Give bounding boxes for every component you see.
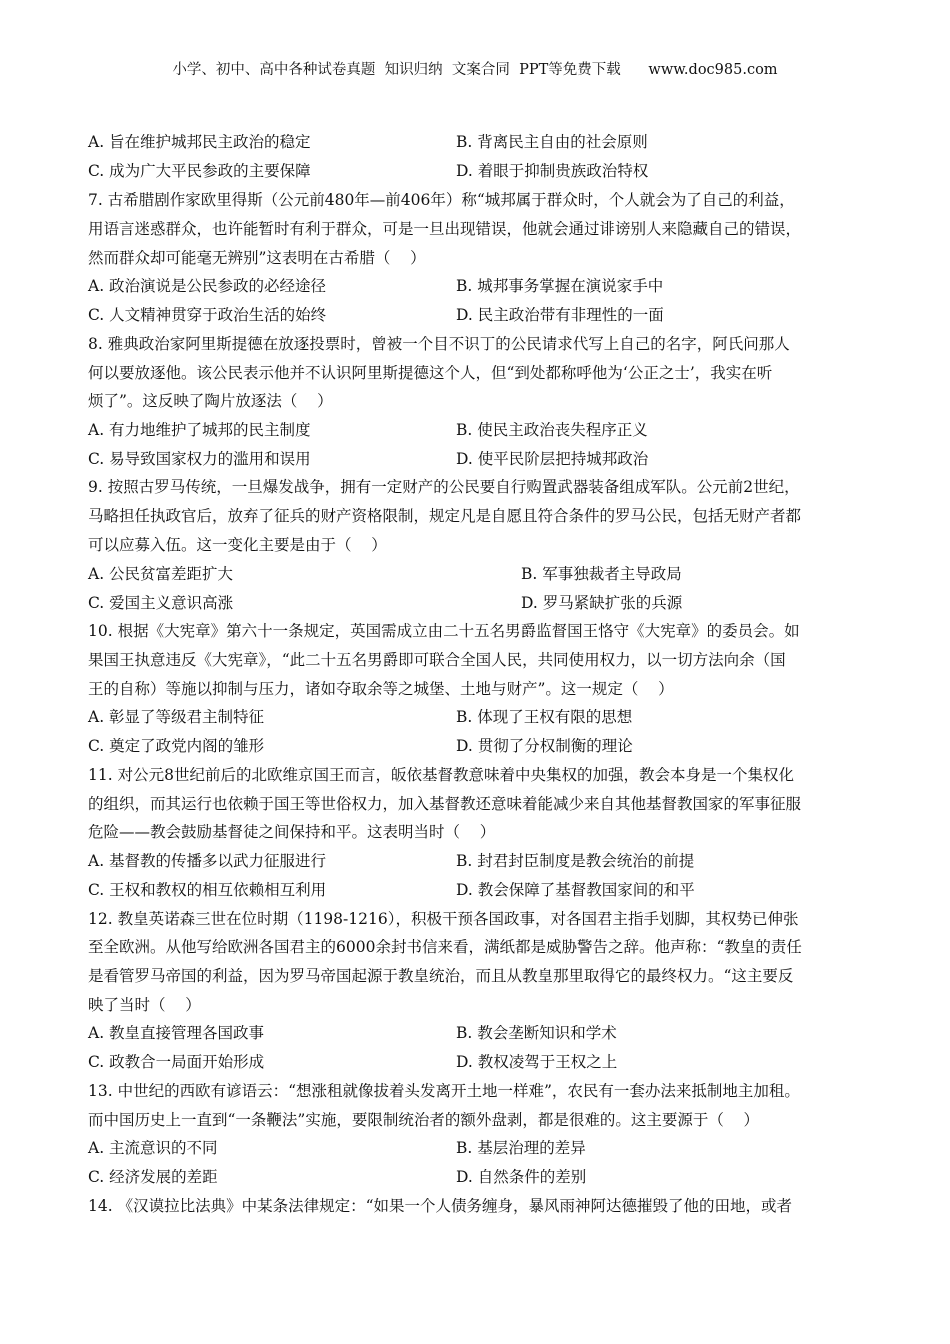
q6-option-c: C. 成为广大平民参政的主要保障	[88, 162, 311, 180]
q9-stem-line: 可以应募入伍。这一变化主要是由于（ ）	[88, 536, 387, 554]
q12-stem-line: 映了当时（ ）	[88, 996, 201, 1014]
q7-option-c: C. 人文精神贯穿于政治生活的始终	[88, 306, 327, 324]
q9-option-b: B. 军事独裁者主导政局	[521, 565, 682, 583]
q13-stem-line: 13. 中世纪的西欧有谚语云：“想涨租就像拔着头发离开土地一样难”，农民有一套办法来抵制地主加租。	[88, 1082, 800, 1100]
q7-stem-line: 7. 古希腊剧作家欧里得斯（公元前480年—前406年）称“城邦属于群众时，个人就会为了自己的利益，	[88, 191, 795, 209]
q8-option-a: A. 有力地维护了城邦的民主制度	[88, 421, 311, 439]
q12-stem-line: 12. 教皇英诺森三世在位时期（1198-1216），积极干预各国政事，对各国君主指手划脚，其权势已伸张	[88, 910, 799, 928]
q11-option-a: A. 基督教的传播多以武力征服进行	[88, 852, 327, 870]
q11-stem-line: 的组织，而其运行也依赖于国王等世俗权力，加入基督教还意味着能减少来自其他基督教国家的军事征服	[88, 795, 802, 813]
q10-option-b: B. 体现了王权有限的思想	[456, 708, 633, 726]
q12-option-a: A. 教皇直接管理各国政事	[88, 1024, 265, 1042]
q13-option-a: A. 主流意识的不同	[88, 1139, 218, 1157]
q10-option-c: C. 奠定了政党内阁的雏形	[88, 737, 265, 755]
q11-option-d: D. 教会保障了基督教国家间的和平	[456, 881, 695, 899]
q8-stem-line: 烦了”。这反映了陶片放逐法（ ）	[88, 392, 333, 410]
q10-stem-line: 王的自称）等施以抑制与压力，诸如夺取余等之城堡、土地与财产”。这一规定（ ）	[88, 680, 674, 698]
page-header: 小学、初中、高中各种试卷真题 知识归纳 文案合同 PPT等免费下载 www.doc985.com	[172, 62, 778, 78]
q12-option-d: D. 教权凌驾于王权之上	[456, 1053, 618, 1071]
q13-option-c: C. 经济发展的差距	[88, 1168, 218, 1186]
q7-stem-line: 然而群众却可能毫无辨别”这表明在古希腊（ ）	[88, 249, 426, 267]
q12-stem-line: 至全欧洲。从他写给欧洲各国君主的6000余封书信来看，满纸都是威胁警告之辞。他声称：“教皇的责任	[88, 938, 802, 956]
q11-option-b: B. 封君封臣制度是教会统治的前提	[456, 852, 695, 870]
q7-option-a: A. 政治演说是公民参政的必经途径	[88, 277, 327, 295]
q6-option-d: D. 着眼于抑制贵族政治特权	[456, 162, 649, 180]
q6-option-a: A. 旨在维护城邦民主政治的稳定	[88, 133, 311, 151]
q8-option-d: D. 使平民阶层把持城邦政治	[456, 450, 649, 468]
q8-option-b: B. 使民主政治丧失程序正义	[456, 421, 648, 439]
q6-option-b: B. 背离民主自由的社会原则	[456, 133, 648, 151]
q11-stem-line: 危险——教会鼓励基督徒之间保持和平。这表明当时（ ）	[88, 823, 496, 841]
q8-stem-line: 何以要放逐他。该公民表示他并不认识阿里斯提德这个人，但“到处都称呼他为‘公正之士’，我实在听	[88, 364, 773, 382]
q8-stem-line: 8. 雅典政治家阿里斯提德在放逐投票时，曾被一个目不识丁的公民请求代写上自己的名字，阿氏问那人	[88, 335, 790, 353]
q10-stem-line: 10. 根据《大宪章》第六十一条规定，英国需成立由二十五名男爵监督国王恪守《大宪章》的委员会。如	[88, 622, 800, 640]
q7-stem-line: 用语言迷惑群众，也许能暂时有利于群众，可是一旦出现错误，他就会通过诽谤别人来隐藏自己的错误，	[88, 220, 802, 238]
q12-stem-line: 是看管罗马帝国的利益，因为罗马帝国起源于教皇统治，而且从教皇那里取得它的最终权力。“这主要反	[88, 967, 794, 985]
q7-option-b: B. 城邦事务掌握在演说家手中	[456, 277, 664, 295]
q12-option-c: C. 政教合一局面开始形成	[88, 1053, 265, 1071]
q11-stem-line: 11. 对公元8世纪前后的北欧维京国王而言，皈依基督教意味着中央集权的加强，教会本身是一个集权化	[88, 766, 794, 784]
q10-option-a: A. 彰显了等级君主制特征	[88, 708, 265, 726]
q10-option-d: D. 贯彻了分权制衡的理论	[456, 737, 633, 755]
q9-stem-line: 马略担任执政官后，放弃了征兵的财产资格限制，规定凡是自愿且符合条件的罗马公民，包括无财产者都	[88, 507, 802, 525]
q8-option-c: C. 易导致国家权力的滥用和误用	[88, 450, 311, 468]
q14-stem-line: 14. 《汉谟拉比法典》中某条法律规定：“如果一个人债务缠身，暴风雨神阿达德摧毁了他的田地，或者	[88, 1197, 793, 1215]
q7-option-d: D. 民主政治带有非理性的一面	[456, 306, 664, 324]
q13-option-d: D. 自然条件的差别	[456, 1168, 587, 1186]
q9-option-a: A. 公民贫富差距扩大	[88, 565, 234, 583]
q9-stem-line: 9. 按照古罗马传统，一旦爆发战争，拥有一定财产的公民要自行购置武器装备组成军队。公元前2世纪，	[88, 478, 800, 496]
q13-option-b: B. 基层治理的差异	[456, 1139, 586, 1157]
q13-stem-line: 而中国历史上一直到“一条鞭法”实施，要限制统治者的额外盘剥，都是很难的。这主要源于（ ）	[88, 1111, 760, 1129]
q12-option-b: B. 教会垄断知识和学术	[456, 1024, 617, 1042]
q9-option-c: C. 爱国主义意识高涨	[88, 594, 234, 612]
q11-option-c: C. 王权和教权的相互依赖相互利用	[88, 881, 327, 899]
q10-stem-line: 果国王执意违反《大宪章》，“此二十五名男爵即可联合全国人民，共同使用权力，以一切方法向余（国	[88, 651, 786, 669]
q9-option-d: D. 罗马紧缺扩张的兵源	[521, 594, 683, 612]
